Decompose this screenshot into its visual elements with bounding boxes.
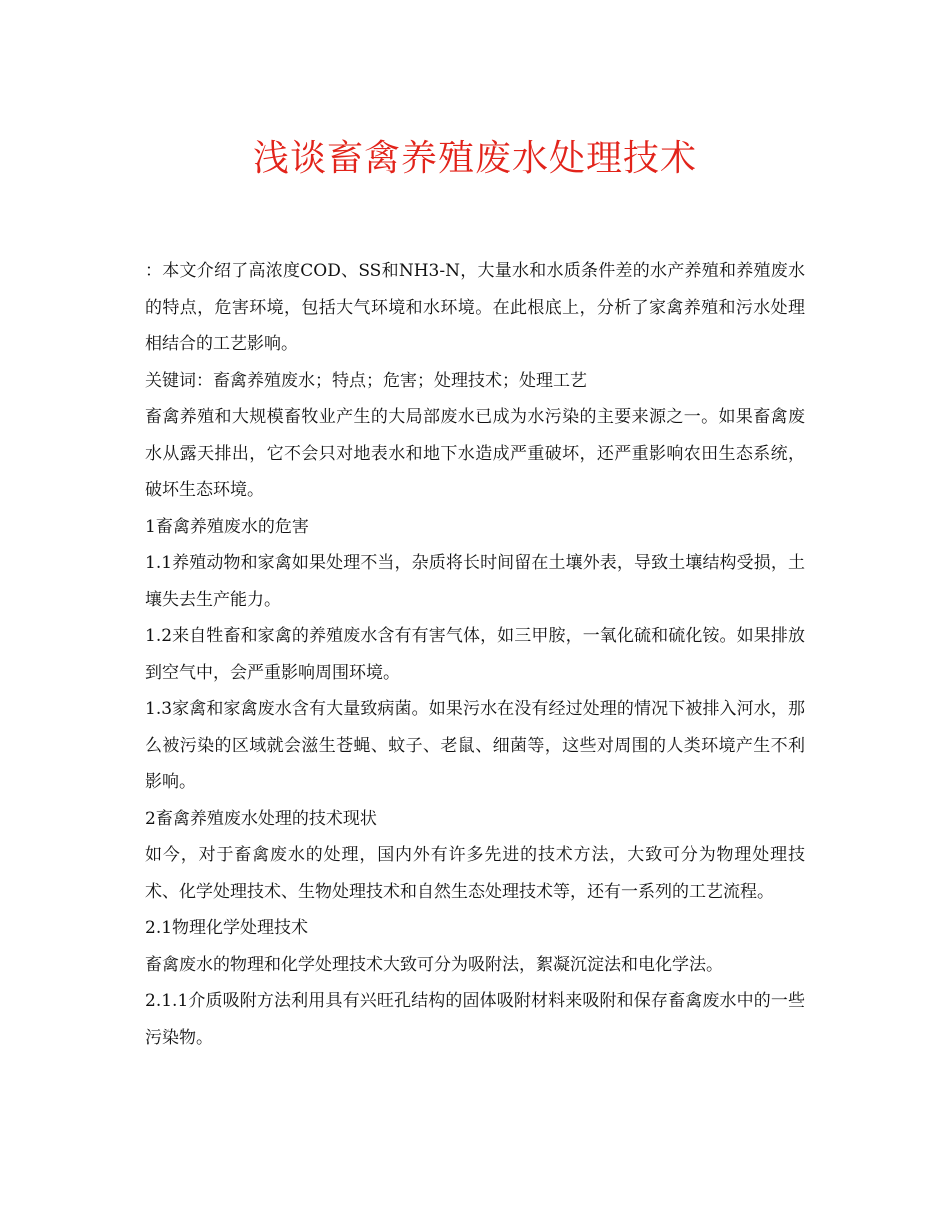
paragraph-1-1: 1.1养殖动物和家禽如果处理不当，杂质将长时间留在土壤外表，导致土壤结构受损，土壤失去生产能力。 bbox=[145, 553, 805, 610]
section-heading-2: 2畜禽养殖废水处理的技术现状 bbox=[145, 808, 377, 829]
paragraph-2-1: 畜禽废水的物理和化学处理技术大致可分为吸附法，絮凝沉淀法和电化学法。 bbox=[145, 954, 723, 975]
paragraph-1-3: 1.3家禽和家禽废水含有大量致病菌。如果污水在没有经过处理的情况下被排入河水，那么被污染的区域就会滋生苍蝇、蚊子、老鼠、细菌等，这些对周围的人类环境产生不利影响。 bbox=[145, 699, 805, 792]
paragraph-2-1-1: 2.1.1介质吸附方法利用具有兴旺孔结构的固体吸附材料来吸附和保存畜禽废水中的一些污染物。 bbox=[145, 991, 805, 1048]
subsection-heading-2-1: 2.1物理化学处理技术 bbox=[145, 918, 309, 938]
intro-paragraph: 畜禽养殖和大规模畜牧业产生的大局部废水已成为水污染的主要来源之一。如果畜禽废水从露天排出，它不会只对地表水和地下水造成严重破坏，还严重影响农田生态系统，破坏生态环境。 bbox=[145, 407, 805, 500]
section-heading-1: 1畜禽养殖废水的危害 bbox=[145, 516, 309, 537]
paragraph-1-2: 1.2来自牲畜和家禽的养殖废水含有有害气体，如三甲胺，一氧化硫和硫化铵。如果排放到空气中，会严重影响周围环境。 bbox=[145, 626, 805, 683]
document-title: 浅谈畜禽养殖废水处理技术 bbox=[252, 138, 697, 179]
document-body bbox=[145, 253, 805, 1056]
paragraph-2-intro: 如今，对于畜禽废水的处理，国内外有许多先进的技术方法，大致可分为物理处理技术、化学处理技术、生物处理技术和自然生态处理技术等，还有一系列的工艺流程。 bbox=[145, 845, 805, 902]
keywords-paragraph: 关键词：畜禽养殖废水；特点；危害；处理技术；处理工艺 bbox=[145, 370, 587, 391]
abstract-paragraph: ：本文介绍了高浓度COD、SS和NH3-N，大量水和水质条件差的水产养殖和养殖废水的特点，危害环境，包括大气环境和水环境。在此根底上，分析了家禽养殖和污水处理相结合的工艺影响。 bbox=[145, 261, 805, 354]
